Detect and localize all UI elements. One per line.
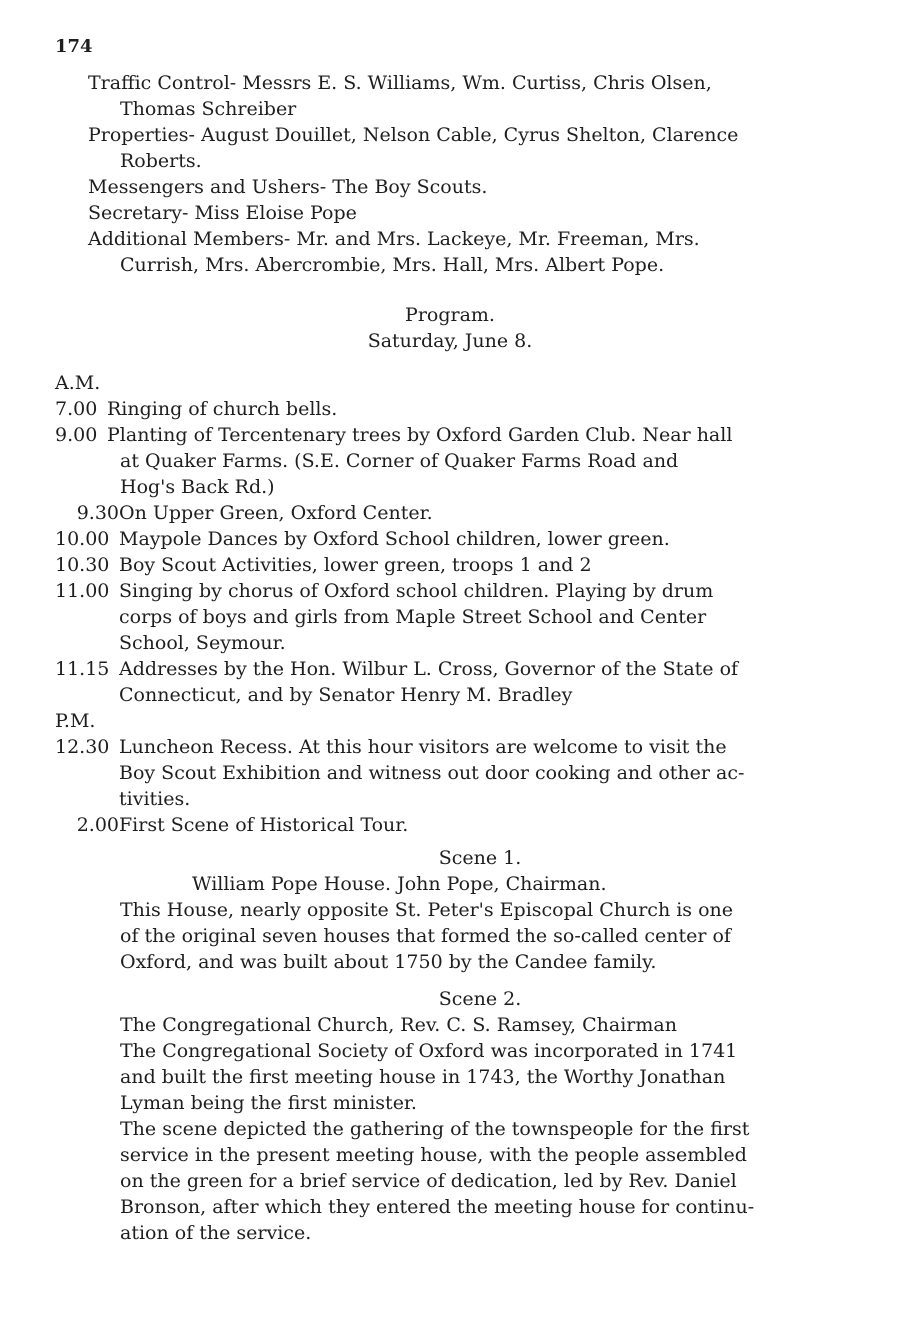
- scene-heading: Scene 1.: [438, 847, 522, 869]
- committee-entry-messengers: Messengers and Ushers- The Boy Scouts.: [88, 176, 488, 198]
- schedule-item: [55, 500, 845, 526]
- schedule-time: 11.15: [55, 658, 110, 680]
- schedule-item: [55, 812, 845, 838]
- program-schedule: [55, 370, 845, 838]
- schedule-item: [55, 734, 845, 812]
- schedule-desc: On Upper Green, Oxford Center.: [119, 502, 433, 524]
- committee-entry-additional-members: Additional Members- Mr. and Mrs. Lackeye, Mr. Freeman, Mrs. Currish, Mrs. Abercrombie, Mrs. Hall, Mrs. Albert Pope.: [88, 228, 700, 276]
- schedule-time: 10.30: [55, 554, 110, 576]
- schedule-item: [55, 552, 845, 578]
- schedule-desc: Maypole Dances by Oxford School children, lower green.: [119, 528, 670, 550]
- schedule-item: [55, 578, 845, 656]
- schedule-desc: Luncheon Recess. At this hour visitors are welcome to visit the Boy Scout Exhibition and witness out door cooking and other ac- tivities.: [119, 736, 745, 810]
- schedule-desc: Planting of Tercentenary trees by Oxford Garden Club. Near hall at Quaker Farms. (S.E. Corner of Quaker Farms Road and Hog's Back Rd.): [107, 424, 733, 498]
- scene-text: The Congregational Society of Oxford was incorporated in 1741 and built the first meeting house in 1743, the Worthy Jonathan Lyman being the first minister. The scene depicted the gathering of the townspeople for the first service in the present meeting house, with the people assembled on the green for a brief service of dedication, led by Rev. Daniel Bronson, after which they entered the meeting house for continu- ation of the service.: [120, 1040, 755, 1244]
- schedule-time: 11.00: [55, 580, 110, 602]
- program-title: Program.: [405, 304, 495, 326]
- committee-entry-traffic-control: Traffic Control- Messrs E. S. Williams, Wm. Curtiss, Chris Olsen, Thomas Schreiber: [88, 72, 712, 120]
- schedule-time: 9.30: [76, 502, 119, 524]
- scene-1: [120, 845, 840, 975]
- schedule-time: 7.00: [55, 398, 98, 420]
- program-date: Saturday, June 8.: [367, 330, 533, 352]
- scene-heading: Scene 2.: [438, 988, 522, 1010]
- schedule-item: [55, 422, 845, 500]
- schedule-time: 2.00: [76, 814, 119, 836]
- scene-subheading: The Congregational Church, Rev. C. S. Ramsey, Chairman: [120, 1014, 677, 1036]
- schedule-desc: Boy Scout Activities, lower green, troops 1 and 2: [119, 554, 592, 576]
- scene-text: This House, nearly opposite St. Peter's Episcopal Church is one of the original seven houses that formed the so-called center of Oxford, and was built about 1750 by the Candee family.: [120, 899, 734, 973]
- schedule-desc: Ringing of church bells.: [107, 398, 338, 420]
- schedule-time: 10.00: [55, 528, 110, 550]
- schedule-desc: Addresses by the Hon. Wilbur L. Cross, Governor of the State of Connecticut, and by Senator Henry M. Bradley: [119, 658, 739, 706]
- schedule-item: [55, 526, 845, 552]
- am-label: A.M.: [55, 372, 101, 394]
- schedule-desc: Singing by chorus of Oxford school children. Playing by drum corps of boys and girls from Maple Street School and Center School, Seymour.: [119, 580, 714, 654]
- schedule-item: [55, 656, 845, 708]
- scene-subheading: William Pope House. John Pope, Chairman.: [192, 873, 607, 895]
- committee-entry-secretary: Secretary- Miss Eloise Pope: [88, 202, 357, 224]
- schedule-time: 12.30: [55, 736, 110, 758]
- schedule-time: 9.00: [55, 424, 98, 446]
- committee-entry-properties: Properties- August Douillet, Nelson Cable, Cyrus Shelton, Clarence Roberts.: [88, 124, 739, 172]
- schedule-desc: First Scene of Historical Tour.: [119, 814, 409, 836]
- committee-list: [88, 70, 848, 278]
- schedule-item: [55, 396, 845, 422]
- page-number: 174: [55, 36, 93, 57]
- scene-2: [120, 986, 840, 1246]
- pm-label: P.M.: [55, 710, 96, 732]
